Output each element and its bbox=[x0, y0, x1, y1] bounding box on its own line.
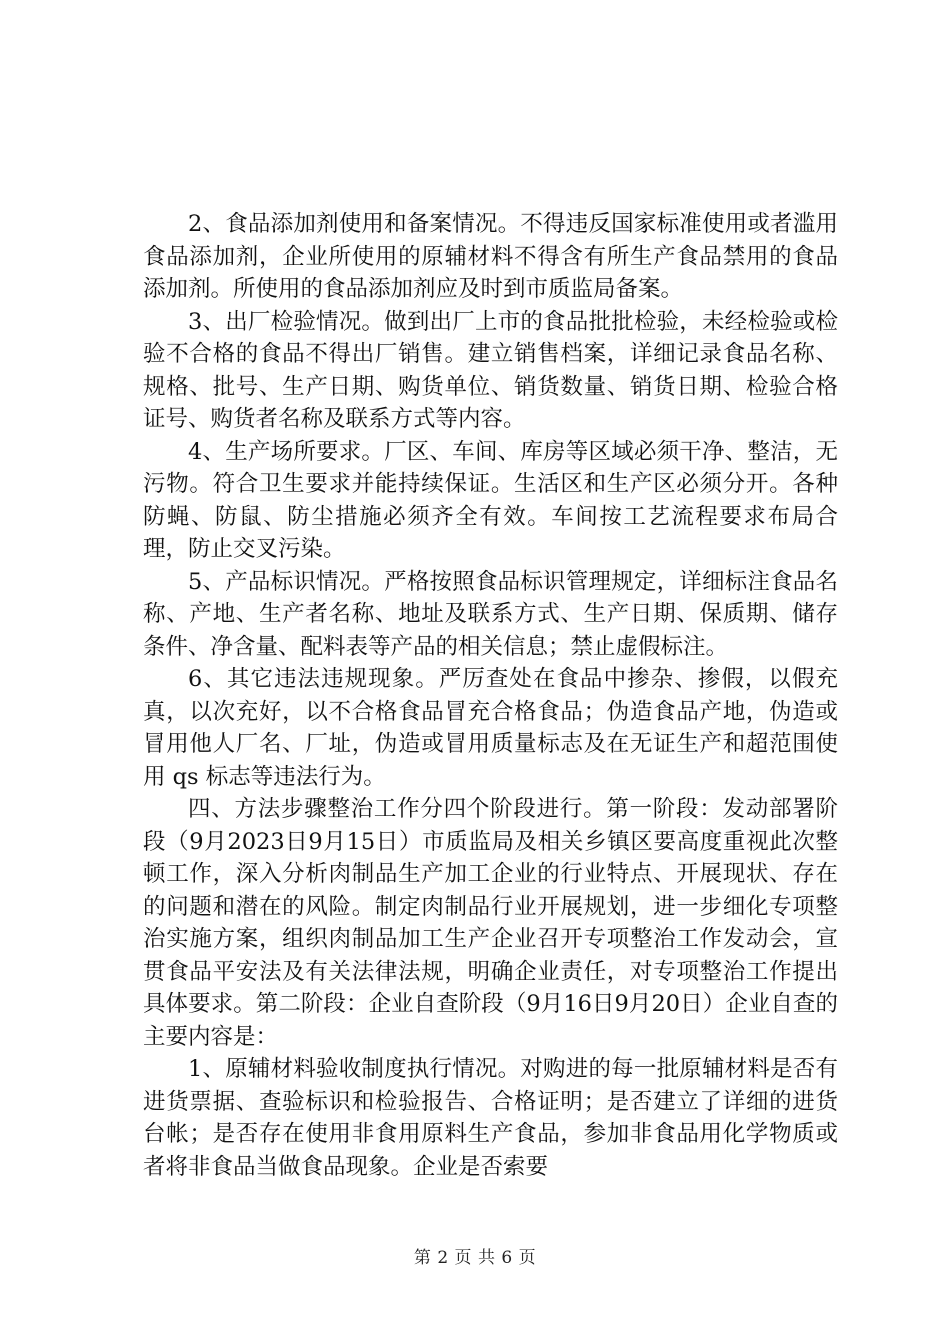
page-number-footer: 第 2 页 共 6 页 bbox=[413, 1248, 537, 1268]
paragraph-production-site: 4、生产场所要求。厂区、车间、库房等区域必须干净、整洁，无污物。符合卫生要求并能持续保证。生活区和生产区必须分开。各种防蝇、防鼠、防尘措施必须齐全有效。车间按工艺流程要求布局合理，防止交叉污染。 bbox=[143, 438, 838, 562]
paragraph-raw-materials: 1、原辅材料验收制度执行情况。对购进的每一批原辅材料是否有进货票据、查验标识和检验报告、合格证明；是否建立了详细的进货台帐；是否存在使用非食用原料生产食品，参加非食品用化学物质或者将非食品当做食品现象。企业是否索要 bbox=[143, 1056, 838, 1180]
paragraph-food-additives: 2、食品添加剂使用和备案情况。不得违反国家标准使用或者滥用食品添加剂，企业所使用的原辅材料不得含有所生产食品禁用的食品添加剂。所使用的食品添加剂应及时到市质监局备案。 bbox=[143, 211, 838, 302]
paragraph-other-violations: 6、其它违法违规现象。严厉查处在食品中掺杂、掺假，以假充真，以次充好，以不合格食品冒充合格食品；伪造食品产地，伪造或冒用他人厂名、厂址，伪造或冒用质量标志及在无证生产和超范围使用 qs 标志等违法行为。 bbox=[143, 666, 838, 790]
paragraph-product-labeling: 5、产品标识情况。严格按照食品标识管理规定，详细标注食品名称、产地、生产者名称、地址及联系方式、生产日期、保质期、储存条件、净含量、配料表等产品的相关信息；禁止虚假标注。 bbox=[143, 568, 838, 660]
paragraph-method-steps: 四、方法步骤整治工作分四个阶段进行。第一阶段：发动部署阶段（9月2023日9月15日）市质监局及相关乡镇区要高度重视此次整顿工作，深入分析肉制品生产加工企业的行业特点、开展现状、存在的问题和潜在的风险。制定肉制品行业开展规划，进一步细化专项整治实施方案，组织肉制品加工生产企业召开专项整治工作发动会，宣贯食品平安法及有关法律法规，明确企业责任，对专项整治工作提出具体要求。第二阶段：企业自查阶段（9月16日9月20日）企业自查的主要内容是： bbox=[143, 796, 838, 1050]
paragraph-factory-inspection: 3、出厂检验情况。做到出厂上市的食品批批检验，未经检验或检验不合格的食品不得出厂销售。建立销售档案，详细记录食品名称、规格、批号、生产日期、购货单位、销货数量、销货日期、检验合格证号、购货者名称及联系方式等内容。 bbox=[143, 308, 838, 432]
document-body bbox=[143, 208, 838, 1183]
